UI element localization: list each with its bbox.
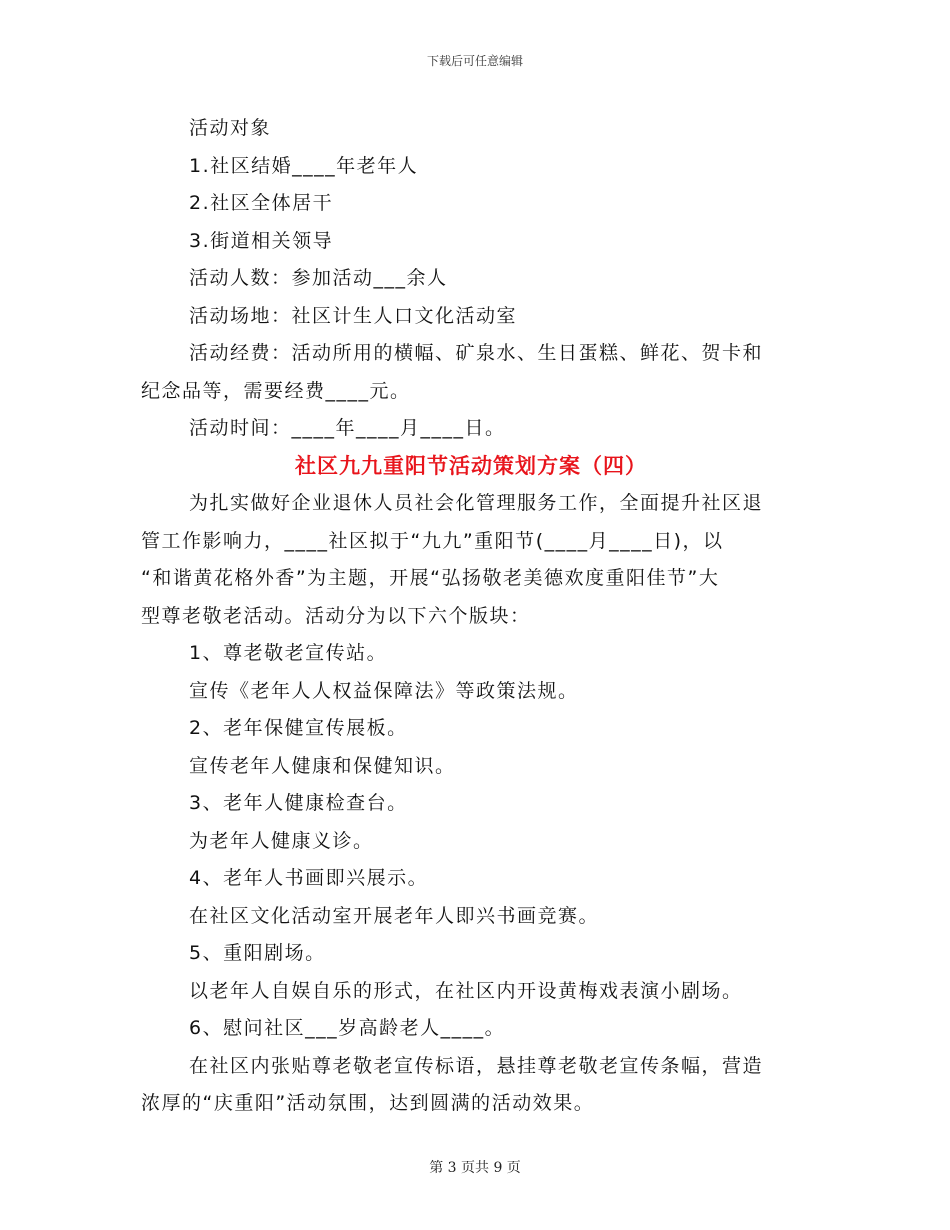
paragraph-line: 以老年人自娱自乐的形式，在社区内开设黄梅戏表演小剧场。 xyxy=(189,979,743,1002)
paragraph-line: 3.街道相关领导 xyxy=(189,229,334,252)
paragraph-line: 管工作影响力，____社区拟于“九九”重阳节(____月____日)，以 xyxy=(141,529,724,552)
paragraph-line: 宣传《老年人人权益保障法》等政策法规。 xyxy=(189,679,579,702)
paragraph-line: 浓厚的“庆重阳”活动氛围，达到圆满的活动效果。 xyxy=(141,1092,595,1114)
page-footer: 第 3 页共 9 页 xyxy=(429,1160,521,1176)
paragraph-line: 1、尊老敬老宣传站。 xyxy=(189,642,388,664)
paragraph-line: 2.社区全体居干 xyxy=(189,192,334,214)
paragraph-line: 活动场地：社区计生人口文化活动室 xyxy=(189,304,518,327)
paragraph-line: 纪念品等，需要经费____元。 xyxy=(141,379,411,402)
paragraph-line: 为扎实做好企业退休人员社会化管理服务工作，全面提升社区退 xyxy=(189,492,764,514)
paragraph-line: 在社区内张贴尊老敬老宣传标语，悬挂尊老敬老宣传条幅，营造 xyxy=(189,1054,764,1077)
paragraph-line: 为老年人健康义诊。 xyxy=(189,829,374,852)
paragraph-line: 活动人数：参加活动___余人 xyxy=(189,267,448,289)
paragraph-line: 型尊老敬老活动。活动分为以下六个版块： xyxy=(141,604,531,627)
paragraph-line: 在社区文化活动室开展老年人即兴书画竞赛。 xyxy=(189,904,600,927)
paragraph-line: 宣传老年人健康和保健知识。 xyxy=(189,754,456,777)
paragraph-line: 6、慰问社区___岁高龄老人____。 xyxy=(189,1017,506,1039)
paragraph-line: 2、老年保健宣传展板。 xyxy=(189,717,408,739)
paragraph-line: 4、老年人书画即兴展示。 xyxy=(189,867,429,889)
paragraph-line: “和谐黄花格外香”为主题，开展“弘扬敬老美德欢度重阳佳节”大 xyxy=(141,567,720,589)
paragraph-line: 活动经费：活动所用的横幅、矿泉水、生日蛋糕、鲜花、贺卡和 xyxy=(189,342,764,364)
page-header: 下载后可任意编辑 xyxy=(426,54,523,68)
paragraph-line: 5、重阳剧场。 xyxy=(189,942,326,964)
paragraph-line: 1.社区结婚____年老年人 xyxy=(189,154,419,177)
document-body xyxy=(141,110,801,1123)
section-title: 社区九九重阳节活动策划方案（四） xyxy=(295,453,647,478)
paragraph-line: 活动时间：____年____月____日。 xyxy=(189,417,506,439)
paragraph-line: 活动对象 xyxy=(189,117,272,139)
paragraph-line: 3、老年人健康检查台。 xyxy=(189,792,408,814)
